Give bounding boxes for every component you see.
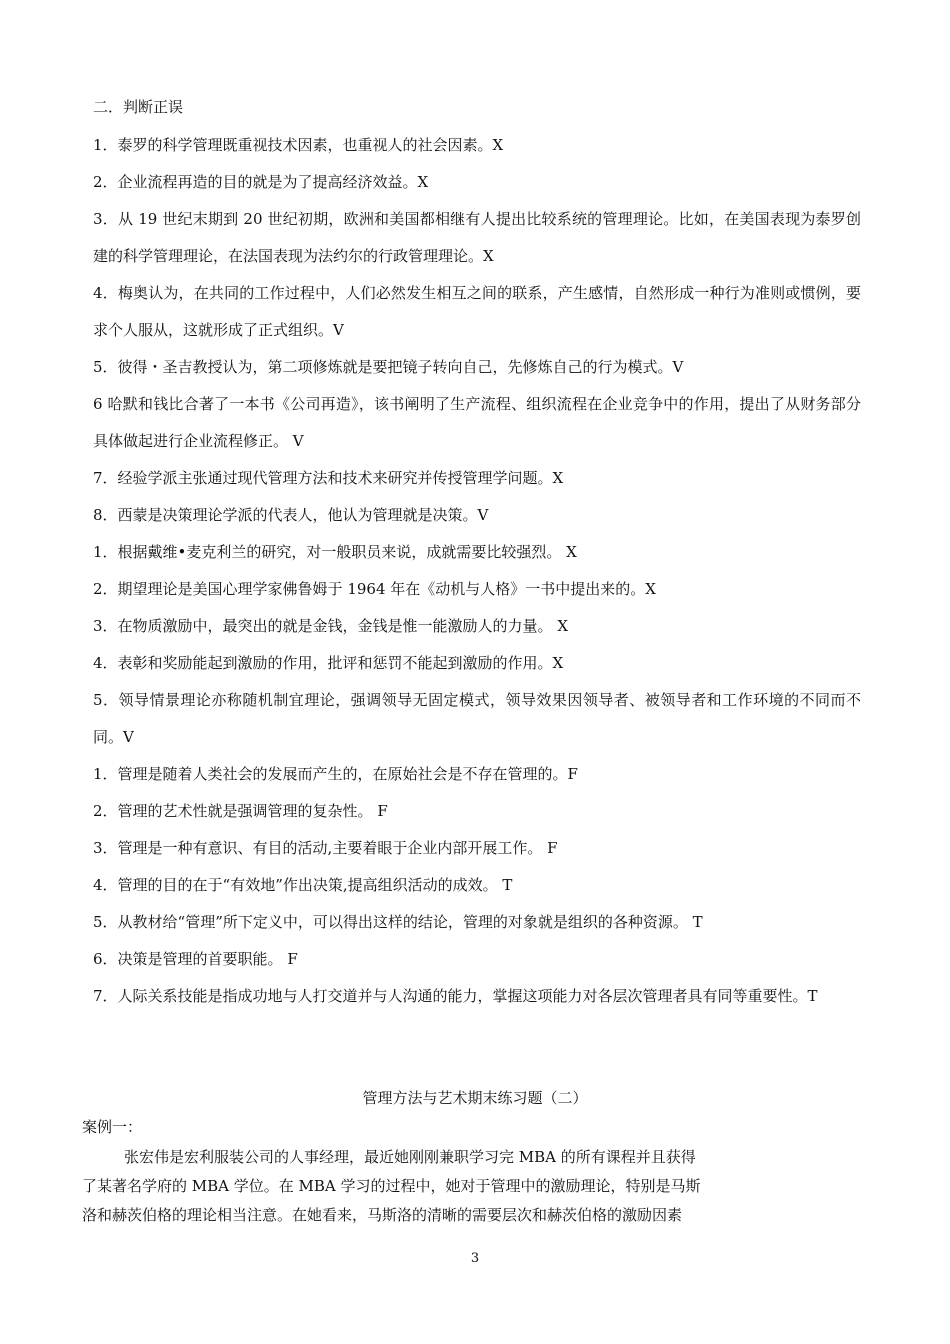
list-item: 3．管理是一种有意识、有目的活动,主要着眼于企业内部开展工作。 F xyxy=(93,839,558,857)
list-item: 2．期望理论是美国心理学家佛鲁姆于 1964 年在《动机与人格》一书中提出来的。X xyxy=(93,580,656,598)
true-false-list xyxy=(93,127,861,1015)
list-item: 8．西蒙是决策理论学派的代表人，他认为管理就是决策。V xyxy=(93,506,489,524)
list-item: 2．管理的艺术性就是强调管理的复杂性。 F xyxy=(93,802,388,820)
section-heading: 二．判断正误 xyxy=(93,98,184,116)
page-number: 3 xyxy=(470,1251,480,1266)
list-item: 4．表彰和奖励能起到激励的作用，批评和惩罚不能起到激励的作用。X xyxy=(93,654,564,672)
list-item: 5．彼得・圣吉教授认为，第二项修炼就是要把镜子转向自己，先修炼自己的行为模式。V xyxy=(93,358,684,376)
case-label: 案例一： xyxy=(82,1118,143,1136)
list-item: 1．根据戴维•麦克利兰的研究，对一般职员来说，成就需要比较强烈。 X xyxy=(93,543,577,561)
case-line: 张宏伟是宏利服装公司的人事经理，最近她刚刚兼职学习完 MBA 的所有课程并且获得 xyxy=(124,1148,696,1166)
list-item: 1．管理是随着人类社会的发展而产生的，在原始社会是不存在管理的。F xyxy=(93,765,578,783)
case-line: 了某著名学府的 MBA 学位。在 MBA 学习的过程中，她对于管理中的激励理论，特别是马斯 xyxy=(82,1177,701,1195)
list-item: 7．经验学派主张通过现代管理方法和技术来研究并传授管理学问题。X xyxy=(93,469,564,487)
list-item: 5．从教材给“管理”所下定义中，可以得出这样的结论，管理的对象就是组织的各种资源。 T xyxy=(93,913,703,931)
list-item: 7．人际关系技能是指成功地与人打交道并与人沟通的能力，掌握这项能力对各层次管理者具有同等重要性。T xyxy=(93,987,818,1005)
practice-title: 管理方法与艺术期末练习题（二） xyxy=(362,1089,588,1107)
list-item: 3．在物质激励中，最突出的就是金钱，金钱是惟一能激励人的力量。 X xyxy=(93,617,568,635)
list-item: 6．决策是管理的首要职能。 F xyxy=(93,950,298,968)
list-item: 1．泰罗的科学管理既重视技术因素，也重视人的社会因素。X xyxy=(93,136,504,154)
list-item: 5．领导情景理论亦称随机制宜理论，强调领导无固定模式，领导效果因领导者、被领导者和工作环境的不同而不同。V xyxy=(93,691,861,746)
case-body xyxy=(82,1143,772,1230)
list-item: 3．从 19 世纪末期到 20 世纪初期，欧洲和美国都相继有人提出比较系统的管理理论。比如，在美国表现为泰罗创建的科学管理理论，在法国表现为法约尔的行政管理理论。X xyxy=(93,210,861,265)
list-item: 6 哈默和钱比合著了一本书《公司再造》，该书阐明了生产流程、组织流程在企业竞争中的作用，提出了从财务部分具体做起进行企业流程修正。 V xyxy=(93,395,861,450)
case-line: 洛和赫茨伯格的理论相当注意。在她看来，马斯洛的清晰的需要层次和赫茨伯格的激励因素 xyxy=(82,1206,683,1224)
list-item: 4．梅奥认为，在共同的工作过程中，人们必然发生相互之间的联系，产生感情，自然形成一种行为准则或惯例，要求个人服从，这就形成了正式组织。V xyxy=(93,284,861,339)
list-item: 2．企业流程再造的目的就是为了提高经济效益。X xyxy=(93,173,429,191)
list-item: 4．管理的目的在于“有效地”作出决策,提高组织活动的成效。 T xyxy=(93,876,513,894)
